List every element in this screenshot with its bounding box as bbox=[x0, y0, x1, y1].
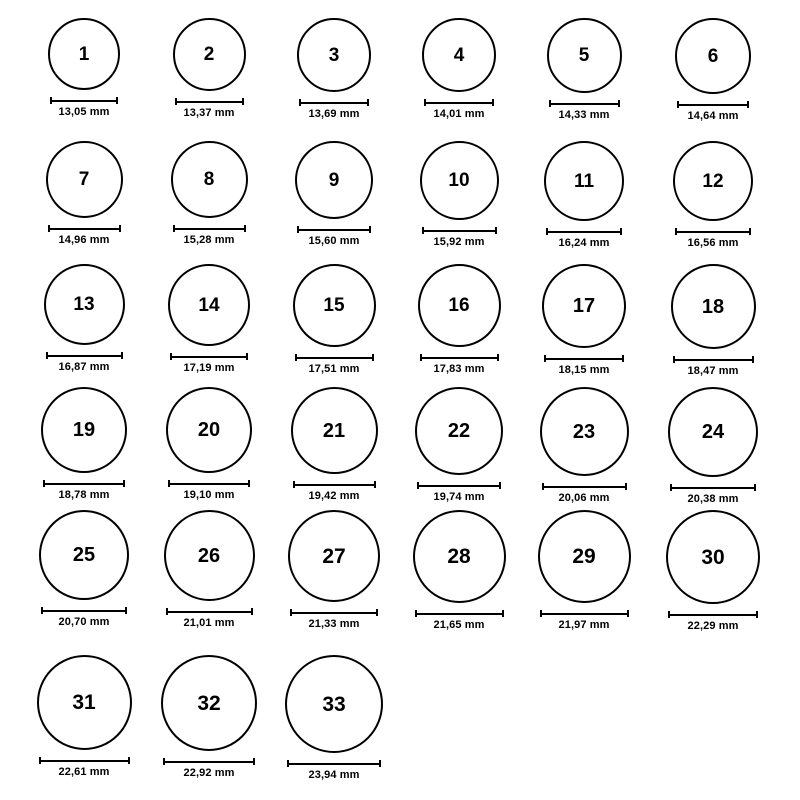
dimension-bar-icon bbox=[287, 760, 381, 767]
dimension-bar-icon bbox=[417, 482, 501, 489]
ring-circle bbox=[41, 387, 127, 473]
ring-size-label: 26 bbox=[197, 544, 221, 567]
ring-size-item bbox=[44, 264, 125, 373]
ring-diameter-label: 17,83 mm bbox=[433, 363, 485, 375]
ring-size-item bbox=[41, 387, 127, 501]
ring-size-label: 29 bbox=[572, 545, 596, 568]
ring-dimension bbox=[163, 758, 255, 779]
ring-size-item bbox=[293, 264, 376, 375]
ring-diameter-label: 17,19 mm bbox=[183, 362, 235, 374]
ring-diameter-label: 14,33 mm bbox=[558, 109, 610, 121]
ring-dimension bbox=[542, 483, 627, 504]
dimension-bar-icon bbox=[166, 608, 253, 615]
ring-dimension bbox=[420, 354, 499, 375]
ring-size-label: 4 bbox=[453, 44, 465, 66]
ring-size-item bbox=[415, 387, 503, 503]
dimension-bar-icon bbox=[297, 226, 371, 233]
ring-diameter-label: 20,38 mm bbox=[687, 493, 739, 505]
ring-size-label: 31 bbox=[72, 691, 96, 714]
ring-size-item bbox=[671, 264, 756, 377]
ring-dimension bbox=[677, 101, 749, 122]
ring-diameter-label: 21,97 mm bbox=[558, 619, 610, 631]
ring-size-label: 20 bbox=[197, 419, 221, 441]
ring-size-item bbox=[538, 510, 631, 631]
ring-diameter-label: 15,60 mm bbox=[308, 235, 360, 247]
ring-size-label: 11 bbox=[573, 170, 595, 192]
ring-circle bbox=[39, 510, 129, 600]
ring-diameter-label: 16,24 mm bbox=[558, 237, 610, 249]
ring-size-label: 19 bbox=[72, 419, 96, 441]
ring-circle bbox=[540, 387, 629, 476]
dimension-bar-icon bbox=[668, 611, 758, 618]
ring-size-item bbox=[168, 264, 250, 374]
ring-dimension bbox=[50, 97, 118, 118]
ring-size-item bbox=[285, 655, 383, 781]
ring-dimension bbox=[422, 227, 497, 248]
dimension-bar-icon bbox=[43, 480, 125, 487]
ring-size-label: 13 bbox=[73, 294, 95, 315]
ring-diameter-label: 16,87 mm bbox=[58, 361, 110, 373]
dimension-bar-icon bbox=[670, 484, 756, 491]
dimension-bar-icon bbox=[420, 354, 499, 361]
ring-size-label: 9 bbox=[328, 169, 340, 191]
ring-dimension bbox=[293, 481, 376, 502]
ring-diameter-label: 14,96 mm bbox=[58, 234, 110, 246]
ring-circle bbox=[295, 141, 373, 219]
dimension-bar-icon bbox=[290, 609, 378, 616]
ring-dimension bbox=[41, 607, 127, 628]
ring-size-label: 25 bbox=[72, 544, 96, 566]
ring-diameter-label: 20,70 mm bbox=[58, 616, 110, 628]
ring-size-item bbox=[37, 655, 132, 778]
ring-dimension bbox=[544, 355, 624, 376]
ring-size-item bbox=[675, 18, 751, 122]
ring-size-label: 8 bbox=[203, 169, 215, 190]
ring-diameter-label: 18,78 mm bbox=[58, 489, 110, 501]
ring-circle bbox=[168, 264, 250, 346]
ring-size-label: 32 bbox=[197, 691, 221, 715]
ring-dimension bbox=[673, 356, 754, 377]
ring-circle bbox=[418, 264, 501, 347]
ring-circle bbox=[48, 18, 120, 90]
ring-dimension bbox=[424, 99, 494, 120]
ring-circle bbox=[164, 510, 255, 601]
dimension-bar-icon bbox=[39, 757, 130, 764]
ring-size-label: 3 bbox=[328, 44, 340, 66]
ring-dimension bbox=[170, 353, 248, 374]
ring-diameter-label: 16,56 mm bbox=[687, 237, 739, 249]
ring-circle bbox=[538, 510, 631, 603]
dimension-bar-icon bbox=[170, 353, 248, 360]
ring-size-label: 21 bbox=[322, 419, 346, 442]
ring-size-item bbox=[542, 264, 626, 376]
dimension-bar-icon bbox=[48, 225, 121, 232]
ring-size-item bbox=[295, 141, 373, 247]
ring-diameter-label: 17,51 mm bbox=[308, 363, 360, 375]
ring-diameter-label: 14,64 mm bbox=[687, 110, 739, 122]
ring-diameter-label: 22,92 mm bbox=[183, 767, 235, 779]
ring-size-item bbox=[48, 18, 120, 118]
ring-circle bbox=[668, 387, 758, 477]
ring-circle bbox=[44, 264, 125, 345]
ring-dimension bbox=[175, 98, 244, 119]
ring-size-item bbox=[164, 510, 255, 629]
ring-size-item bbox=[171, 141, 248, 246]
ring-size-label: 16 bbox=[448, 295, 470, 316]
ring-size-item bbox=[418, 264, 501, 375]
ring-circle bbox=[291, 387, 378, 474]
dimension-bar-icon bbox=[424, 99, 494, 106]
dimension-bar-icon bbox=[677, 101, 749, 108]
ring-circle bbox=[46, 141, 123, 218]
ring-diameter-label: 20,06 mm bbox=[558, 492, 610, 504]
ring-circle bbox=[413, 510, 506, 603]
ring-diameter-label: 18,47 mm bbox=[687, 365, 739, 377]
ring-size-label: 18 bbox=[701, 295, 725, 318]
ring-size-label: 17 bbox=[572, 295, 596, 317]
ring-circle bbox=[547, 18, 622, 93]
dimension-bar-icon bbox=[50, 97, 118, 104]
ring-diameter-label: 21,01 mm bbox=[183, 617, 235, 629]
ring-circle bbox=[285, 655, 383, 753]
dimension-bar-icon bbox=[299, 99, 369, 106]
ring-circle bbox=[171, 141, 248, 218]
ring-diameter-label: 19,74 mm bbox=[433, 491, 485, 503]
ring-size-label: 22 bbox=[447, 420, 471, 442]
ring-circle bbox=[671, 264, 756, 349]
ring-size-item bbox=[291, 387, 378, 502]
ring-diameter-label: 22,61 mm bbox=[58, 766, 110, 778]
ring-size-label: 10 bbox=[448, 170, 470, 191]
dimension-bar-icon bbox=[549, 100, 620, 107]
ring-dimension bbox=[668, 611, 758, 632]
ring-dimension bbox=[670, 484, 756, 505]
ring-size-item bbox=[161, 655, 257, 779]
dimension-bar-icon bbox=[546, 228, 622, 235]
ring-size-label: 30 bbox=[701, 545, 725, 569]
ring-size-item bbox=[46, 141, 123, 246]
ring-dimension bbox=[39, 757, 130, 778]
ring-dimension bbox=[287, 760, 381, 781]
ring-circle bbox=[37, 655, 132, 750]
ring-size-label: 14 bbox=[198, 294, 220, 316]
ring-circle bbox=[675, 18, 751, 94]
ring-size-item bbox=[540, 387, 629, 504]
ring-dimension bbox=[417, 482, 501, 503]
ring-size-label: 1 bbox=[78, 43, 90, 65]
ring-size-item bbox=[39, 510, 129, 628]
ring-circle bbox=[544, 141, 624, 221]
ring-size-item bbox=[666, 510, 760, 632]
ring-circle bbox=[673, 141, 753, 221]
ring-size-item bbox=[420, 141, 499, 248]
ring-diameter-label: 13,05 mm bbox=[58, 106, 110, 118]
ring-dimension bbox=[546, 228, 622, 249]
ring-dimension bbox=[549, 100, 620, 121]
ring-size-label: 5 bbox=[578, 45, 590, 66]
ring-size-item bbox=[297, 18, 371, 120]
dimension-bar-icon bbox=[542, 483, 627, 490]
ring-diameter-label: 23,94 mm bbox=[308, 769, 360, 781]
ring-size-item bbox=[173, 18, 246, 119]
ring-size-item bbox=[673, 141, 753, 249]
ring-circle bbox=[161, 655, 257, 751]
dimension-bar-icon bbox=[544, 355, 624, 362]
ring-diameter-label: 18,15 mm bbox=[558, 364, 610, 376]
ring-circle bbox=[542, 264, 626, 348]
ring-diameter-label: 21,65 mm bbox=[433, 619, 485, 631]
dimension-bar-icon bbox=[173, 225, 246, 232]
ring-dimension bbox=[290, 609, 378, 630]
dimension-bar-icon bbox=[46, 352, 123, 359]
ring-dimension bbox=[173, 225, 246, 246]
ring-circle bbox=[166, 387, 252, 473]
ring-dimension bbox=[297, 226, 371, 247]
dimension-bar-icon bbox=[163, 758, 255, 765]
ring-dimension bbox=[295, 354, 374, 375]
ring-size-label: 24 bbox=[701, 421, 725, 443]
ring-size-label: 33 bbox=[322, 692, 346, 716]
ring-dimension bbox=[415, 610, 504, 631]
ring-diameter-label: 13,37 mm bbox=[183, 107, 235, 119]
ring-size-label: 2 bbox=[203, 44, 215, 65]
dimension-bar-icon bbox=[168, 480, 250, 487]
ring-size-label: 7 bbox=[78, 169, 90, 190]
ring-size-label: 6 bbox=[707, 45, 719, 67]
dimension-bar-icon bbox=[422, 227, 497, 234]
ring-size-item bbox=[166, 387, 252, 501]
ring-circle bbox=[420, 141, 499, 220]
dimension-bar-icon bbox=[673, 356, 754, 363]
ring-size-label: 27 bbox=[322, 544, 346, 568]
ring-diameter-label: 19,10 mm bbox=[183, 489, 235, 501]
ring-diameter-label: 13,69 mm bbox=[308, 108, 360, 120]
ring-dimension bbox=[299, 99, 369, 120]
ring-circle bbox=[666, 510, 760, 604]
dimension-bar-icon bbox=[293, 481, 376, 488]
ring-size-label: 15 bbox=[323, 295, 345, 316]
dimension-bar-icon bbox=[175, 98, 244, 105]
ring-dimension bbox=[46, 352, 123, 373]
dimension-bar-icon bbox=[675, 228, 751, 235]
dimension-bar-icon bbox=[41, 607, 127, 614]
ring-size-label: 23 bbox=[572, 420, 596, 443]
ring-diameter-label: 21,33 mm bbox=[308, 618, 360, 630]
ring-circle bbox=[288, 510, 380, 602]
ring-circle bbox=[415, 387, 503, 475]
ring-size-item bbox=[668, 387, 758, 505]
ring-size-item bbox=[288, 510, 380, 630]
ring-size-item bbox=[413, 510, 506, 631]
ring-size-label: 28 bbox=[447, 545, 471, 568]
ring-size-item bbox=[422, 18, 496, 120]
ring-size-item bbox=[547, 18, 622, 121]
dimension-bar-icon bbox=[540, 610, 629, 617]
ring-circle bbox=[293, 264, 376, 347]
ring-diameter-label: 19,42 mm bbox=[308, 490, 360, 502]
ring-diameter-label: 15,28 mm bbox=[183, 234, 235, 246]
ring-dimension bbox=[43, 480, 125, 501]
ring-circle bbox=[297, 18, 371, 92]
ring-dimension bbox=[48, 225, 121, 246]
ring-diameter-label: 22,29 mm bbox=[687, 620, 739, 632]
dimension-bar-icon bbox=[295, 354, 374, 361]
ring-circle bbox=[173, 18, 246, 91]
ring-dimension bbox=[168, 480, 250, 501]
dimension-bar-icon bbox=[415, 610, 504, 617]
ring-diameter-label: 15,92 mm bbox=[433, 236, 485, 248]
ring-circle bbox=[422, 18, 496, 92]
ring-dimension bbox=[675, 228, 751, 249]
ring-diameter-label: 14,01 mm bbox=[433, 108, 485, 120]
ring-size-label: 12 bbox=[702, 170, 724, 192]
ring-dimension bbox=[166, 608, 253, 629]
ring-size-item bbox=[544, 141, 624, 249]
ring-dimension bbox=[540, 610, 629, 631]
